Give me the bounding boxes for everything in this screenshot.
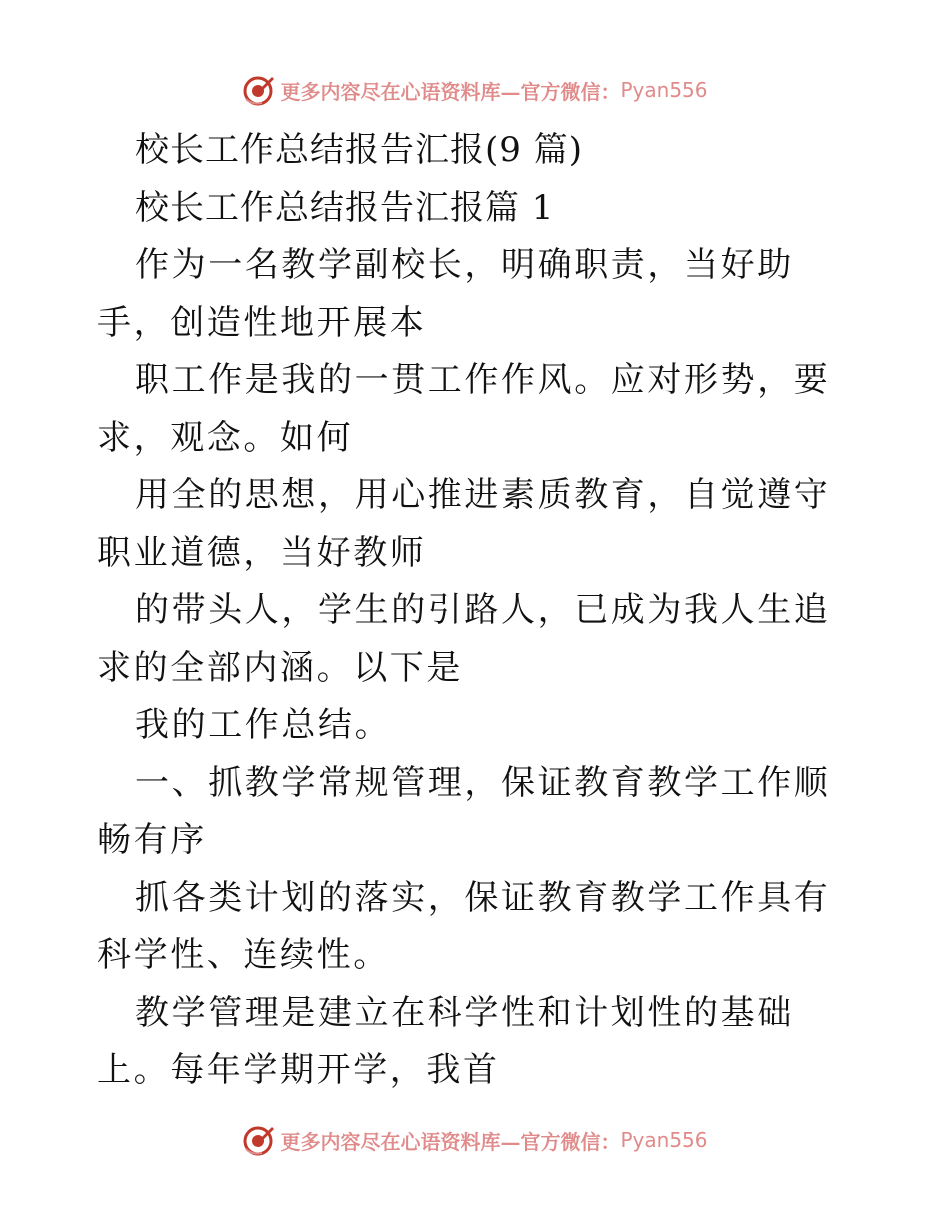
paragraph-5: 我的工作总结。 xyxy=(135,705,392,745)
paragraph-4: 的带头人，学生的引路人，已成为我人生追求的全部内涵。以下是 xyxy=(97,590,831,688)
paragraph-1: 作为一名教学副校长，明确职责，当好助手，创造性地开展本 xyxy=(97,245,794,343)
header-banner xyxy=(0,70,950,110)
paragraph-7: 抓各类计划的落实，保证教育教学工作具有科学性、连续性。 xyxy=(97,877,831,975)
pen-logo-icon xyxy=(242,73,276,107)
footer-banner-text: 更多内容尽在心语资料库—官方微信： xyxy=(280,1129,621,1154)
paragraph-2: 职工作是我的一贯工作作风。应对形势，要求，观念。如何 xyxy=(97,360,831,458)
pen-logo-icon xyxy=(242,1123,276,1157)
document-body xyxy=(97,122,853,1100)
footer-banner xyxy=(0,1120,950,1160)
header-banner-id: Pyan556 xyxy=(620,78,708,102)
paragraph-8: 教学管理是建立在科学性和计划性的基础上。每年学期开学，我首 xyxy=(97,992,794,1090)
paragraph-6: 一、抓教学常规管理，保证教育教学工作顺畅有序 xyxy=(97,762,831,860)
document-subtitle: 校长工作总结报告汇报篇 1 xyxy=(135,187,555,228)
footer-banner-id: Pyan556 xyxy=(620,1128,708,1152)
document-title: 校长工作总结报告汇报(9 篇) xyxy=(135,130,583,170)
header-banner-text: 更多内容尽在心语资料库—官方微信： xyxy=(280,79,621,104)
paragraph-3: 用全的思想，用心推进素质教育，自觉遵守职业道德，当好教师 xyxy=(97,475,831,573)
